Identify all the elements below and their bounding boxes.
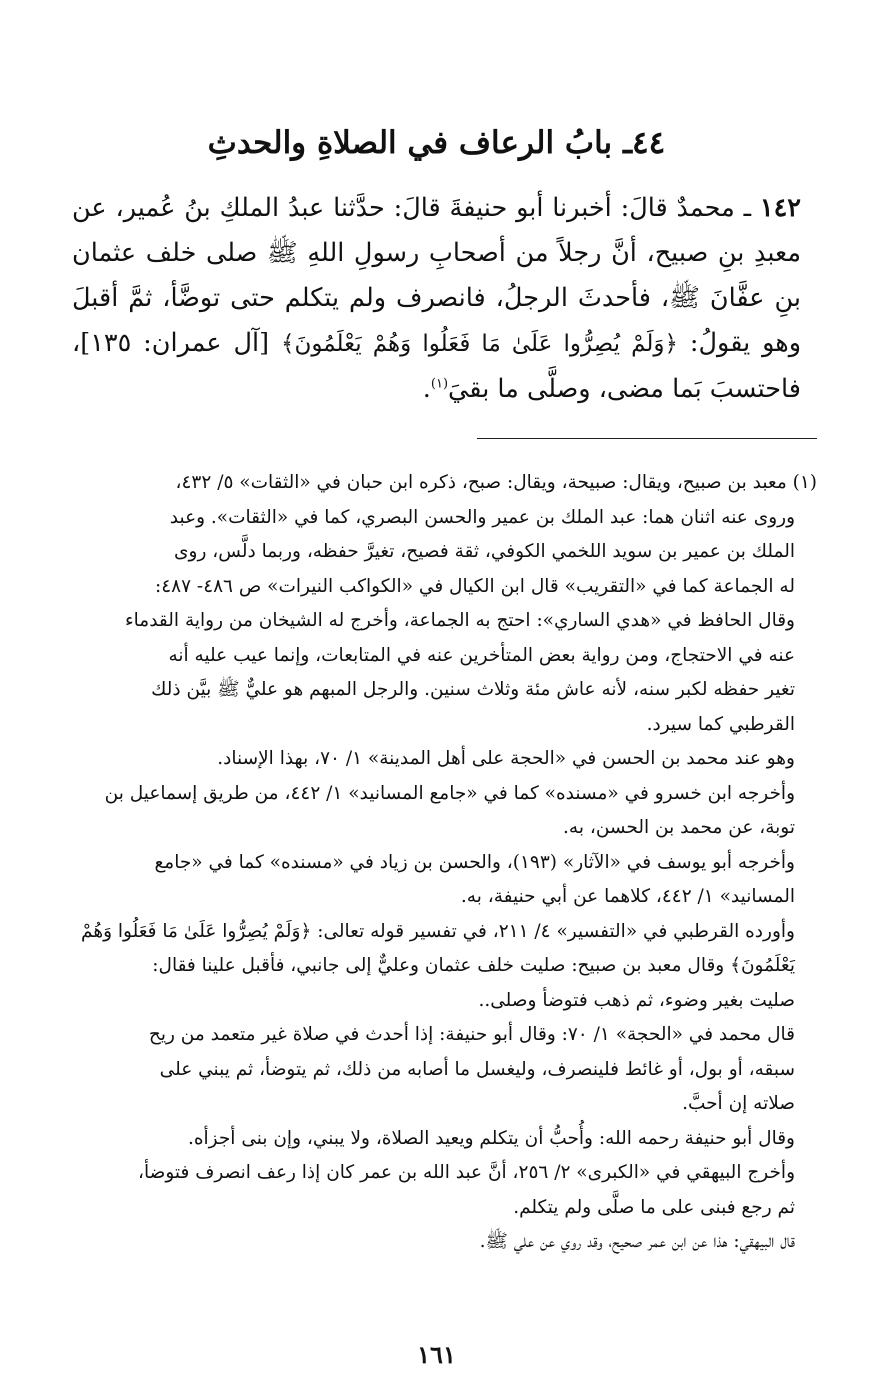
hadith-end: . — [422, 374, 431, 404]
chapter-title: ٤٤ـ بابُ الرعاف في الصلاةِ والحدثِ — [207, 125, 666, 161]
footnote-line: تغير حفظه لكبر سنه، لأنه عاش مئة وثلاث سنين. والرجل المبهم هو عليٌّ ﷺ بيَّن ذلك — [151, 679, 795, 700]
footnote-line: عنه في الاحتجاج، ومن رواية بعض المتأخرين عنه في المتابعات، وإنما عيب عليه أنه — [168, 644, 795, 666]
footnote-line: وأخرجه ابن خسرو في «مسنده» كما في «جامع المسانيد» ١/ ٤٤٢، من طريق إسماعيل بن — [104, 782, 795, 804]
page-number: ١٦١ — [417, 1340, 456, 1369]
quran-quote: ﴿وَلَمْ يُصِرُّوا عَلَىٰ مَا فَعَلُوا وَهُمْ يَعْلَمُونَ﴾ — [280, 331, 678, 357]
footnote-line: (١) معبد بن صبيح، ويقال: صبيحة، ويقال: صبح، ذكره ابن حبان في «الثقات» ٥/ ٤٣٢، — [175, 472, 817, 493]
footnote-line: المسانيد» ١/ ٤٤٢، كلاهما عن أبي حنيفة، به. — [460, 886, 795, 907]
hadith-body: ـ محمدٌ قالَ: أخبرنا أبو حنيفةَ قالَ: حدَّثنا عبدُ الملكِ بنُ عُمير، عن معبدِ بنِ صبيح، أنَّ رجلاً من أصحابِ رسولِ اللهِ ﷺ صلى خلف عثمان بنِ عفَّانَ ﷺ، فأحدثَ الرجلُ، فانصرف ولم يتكلم حتى توضَّأ، ثمَّ أقبلَ وهو يقولُ: — [72, 193, 802, 358]
footnote-line: صليت بغير وضوء، ثم ذهب فتوضأ وصلى.. — [478, 989, 795, 1011]
footnote-line: وأخرج البيهقي في «الكبرى» ٢/ ٢٥٦، أنَّ عبد الله بن عمر كان إذا رعف انصرف فتوضأ، — [138, 1162, 795, 1183]
footnote-line: الملك بن عمير بن سويد اللخمي الكوفي، ثقة فصيح، تغيرَّ حفظه، وربما دلَّس، روى — [174, 541, 795, 562]
footnote-line: وقال أبو حنيفة رحمه الله: وأُحبُّ أن يتكلم ويعيد الصلاة، ولا يبني، وإن بنى أجزأه. — [187, 1127, 795, 1149]
footnotes — [74, 466, 817, 1260]
footnote-line: وأخرجه أبو يوسف في «الآثار» (١٩٣)، والحسن بن زياد في «مسنده» كما في «جامع — [154, 851, 795, 873]
footnote-line: له الجماعة كما في «التقريب» قال ابن الكيال في «الكواكب النيرات» ص ٤٨٦- ٤٨٧: — [155, 575, 795, 597]
footnote-line: وقال الحافظ في «هدي الساري»: احتج به الجماعة، وأخرج له الشيخان من رواية القدماء — [124, 610, 795, 631]
footnote-divider — [477, 438, 817, 439]
footnote-marker: (١) — [430, 376, 449, 392]
footnote-line: يَعْلَمُونَ﴾ وقال معبد بن صبيح: صليت خلف عثمان وعليٌّ إلى جانبي، فأقبل علينا فقال: — [152, 955, 795, 976]
hadith-body-end: [آل عمران: ١٣٥]، فاحتسبَ بَما مضى، وصلَّى ما بقيَ — [72, 328, 801, 404]
footnote-line: ثم رجع فبنى على ما صلَّى ولم يتكلم. — [513, 1196, 795, 1218]
footnote-line: وروى عنه اثنان هما: عبد الملك بن عمير والحسن البصري، كما في «الثقات». وعبد — [169, 506, 795, 528]
hadith-text — [72, 186, 801, 412]
footnote-line: قال البيهقي: هذا عن ابن عمر صحيح، وقد روي عن علي ﷺ. — [479, 1231, 795, 1252]
footnote-line: قال محمد في «الحجة» ١/ ٧٠: وقال أبو حنيفة: إذا أحدث في صلاة غير متعمد من ريح — [148, 1024, 795, 1045]
footnote-line: القرطبي كما سيرد. — [646, 713, 795, 735]
footnote-line: سبقه، أو بول، أو غائط فلينصرف، وليغسل ما أصابه من ذلك، ثم يتوضأ، ثم يبني على — [159, 1058, 795, 1080]
footnote-line: وأورده القرطبي في «التفسير» ٤/ ٢١١، في تفسير قوله تعالى: ﴿وَلَمْ يُصِرُّوا عَلَىٰ مَا فَعَلُوا وَهُمْ — [81, 920, 795, 942]
footnote-line: وهو عند محمد بن الحسن في «الحجة على أهل المدينة» ١/ ٧٠، بهذا الإسناد. — [217, 748, 795, 769]
footnote-line: توبة، عن محمد بن الحسن، به. — [563, 817, 795, 838]
hadith-number: ١٤٢ — [759, 193, 801, 223]
footnote-line: صلاته إن أحبَّ. — [682, 1093, 795, 1114]
